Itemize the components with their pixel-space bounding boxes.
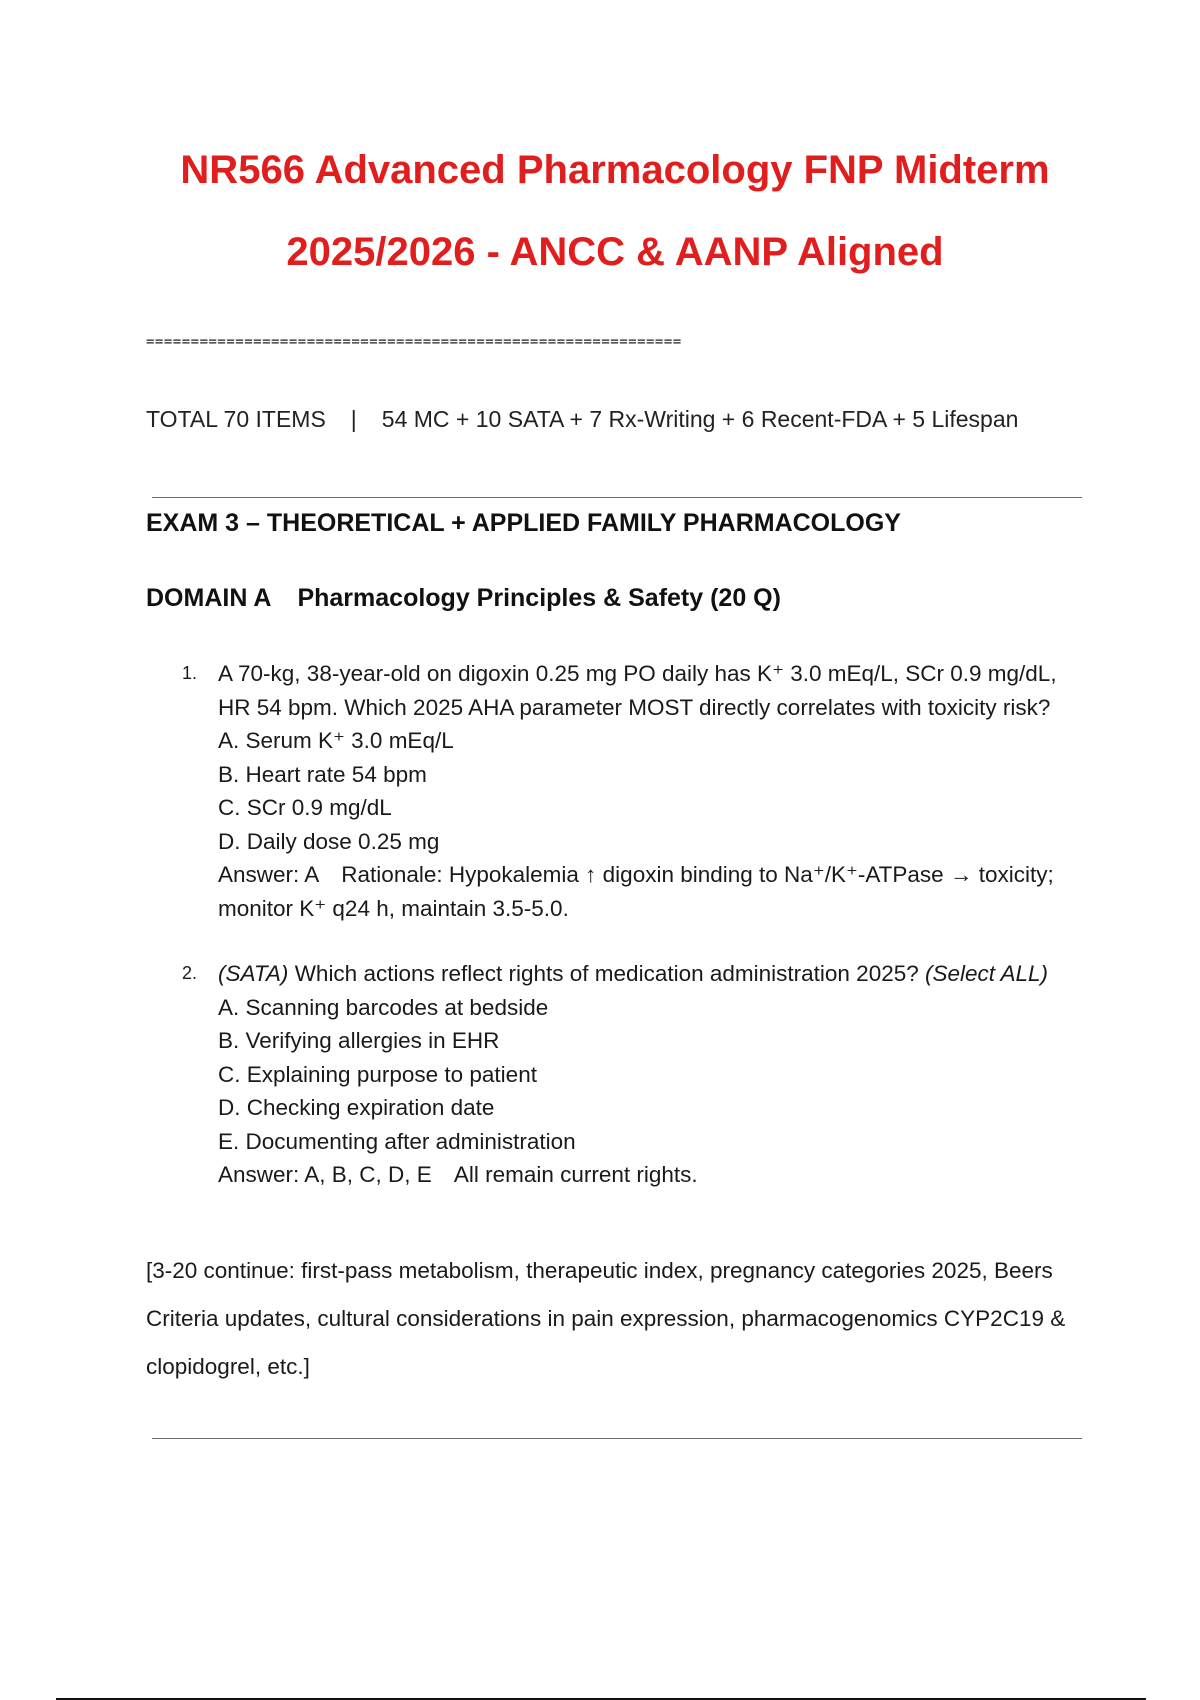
answer-option: C. SCr 0.9 mg/dL bbox=[218, 795, 392, 820]
question-number: 2. bbox=[182, 963, 198, 983]
continuation-note: [3-20 continue: first-pass metabolism, therapeutic index, pregnancy categories 2025, Beers Criteria updates, cultural considerations in pain expression, pharmacogenomics CYP2C19 & clopidogrel, etc.] bbox=[146, 1258, 1066, 1379]
question-stem bbox=[218, 957, 1072, 991]
answer-option: D. Checking expiration date bbox=[218, 1095, 495, 1120]
question-tag: (SATA) bbox=[218, 961, 289, 986]
total-separator: | bbox=[350, 406, 357, 432]
answer-key: Answer: A bbox=[218, 862, 320, 887]
question-stem-text: Which actions reflect rights of medication administration 2025? bbox=[294, 961, 919, 986]
question-item bbox=[182, 657, 1072, 925]
rationale-text: Rationale: Hypokalemia ↑ digoxin binding to Na⁺/K⁺-ATPase → toxicity; monitor K⁺ q24 h, maintain 3.5-5.0. bbox=[218, 862, 1054, 921]
rationale-text: All remain current rights. bbox=[453, 1162, 698, 1187]
answer-option: D. Daily dose 0.25 mg bbox=[218, 828, 440, 854]
item-breakdown: 54 MC + 10 SATA + 7 Rx-Writing + 6 Recent-FDA + 5 Lifespan bbox=[381, 406, 1019, 432]
exam-title: EXAM 3 – THEORETICAL + APPLIED FAMILY PHARMACOLOGY bbox=[146, 509, 901, 537]
question-stem: A 70-kg, 38-year-old on digoxin 0.25 mg PO daily has K⁺ 3.0 mEq/L, SCr 0.9 mg/dL, HR 54 bpm. Which 2025 AHA parameter MOST directly correlates with toxicity risk? bbox=[218, 661, 1057, 720]
question-item bbox=[182, 957, 1072, 1192]
domain-title: Pharmacology Principles & Safety (20 Q) bbox=[297, 584, 781, 612]
question-number: 1. bbox=[182, 663, 198, 683]
horizontal-rule bbox=[152, 497, 1082, 498]
question-stem-suffix: (Select ALL) bbox=[925, 961, 1048, 986]
answer-option: E. Documenting after administration bbox=[218, 1128, 576, 1154]
total-items-summary bbox=[146, 406, 1018, 433]
domain-label: DOMAIN A bbox=[146, 584, 272, 612]
answer-rationale bbox=[218, 1158, 1072, 1192]
horizontal-rule bbox=[152, 1438, 1082, 1439]
answer-option: C. Explaining purpose to patient bbox=[218, 1061, 537, 1087]
answer-rationale bbox=[218, 858, 1072, 925]
total-items: TOTAL 70 ITEMS bbox=[146, 406, 326, 432]
answer-option: B. Verifying allergies in EHR bbox=[218, 1028, 500, 1053]
answer-option: B. Heart rate 54 bpm bbox=[218, 761, 427, 787]
domain-heading bbox=[146, 584, 781, 613]
doc-title-line1: NR566 Advanced Pharmacology FNP Midterm bbox=[180, 148, 1050, 192]
separator-line: ============================================================ bbox=[146, 334, 682, 350]
answer-option: A. Serum K⁺ 3.0 mEq/L bbox=[218, 728, 454, 753]
doc-title-line2: 2025/2026 - ANCC & AANP Aligned bbox=[286, 230, 944, 274]
answer-key: Answer: A, B, C, D, E bbox=[218, 1162, 432, 1187]
answer-option: A. Scanning barcodes at bedside bbox=[218, 994, 549, 1020]
